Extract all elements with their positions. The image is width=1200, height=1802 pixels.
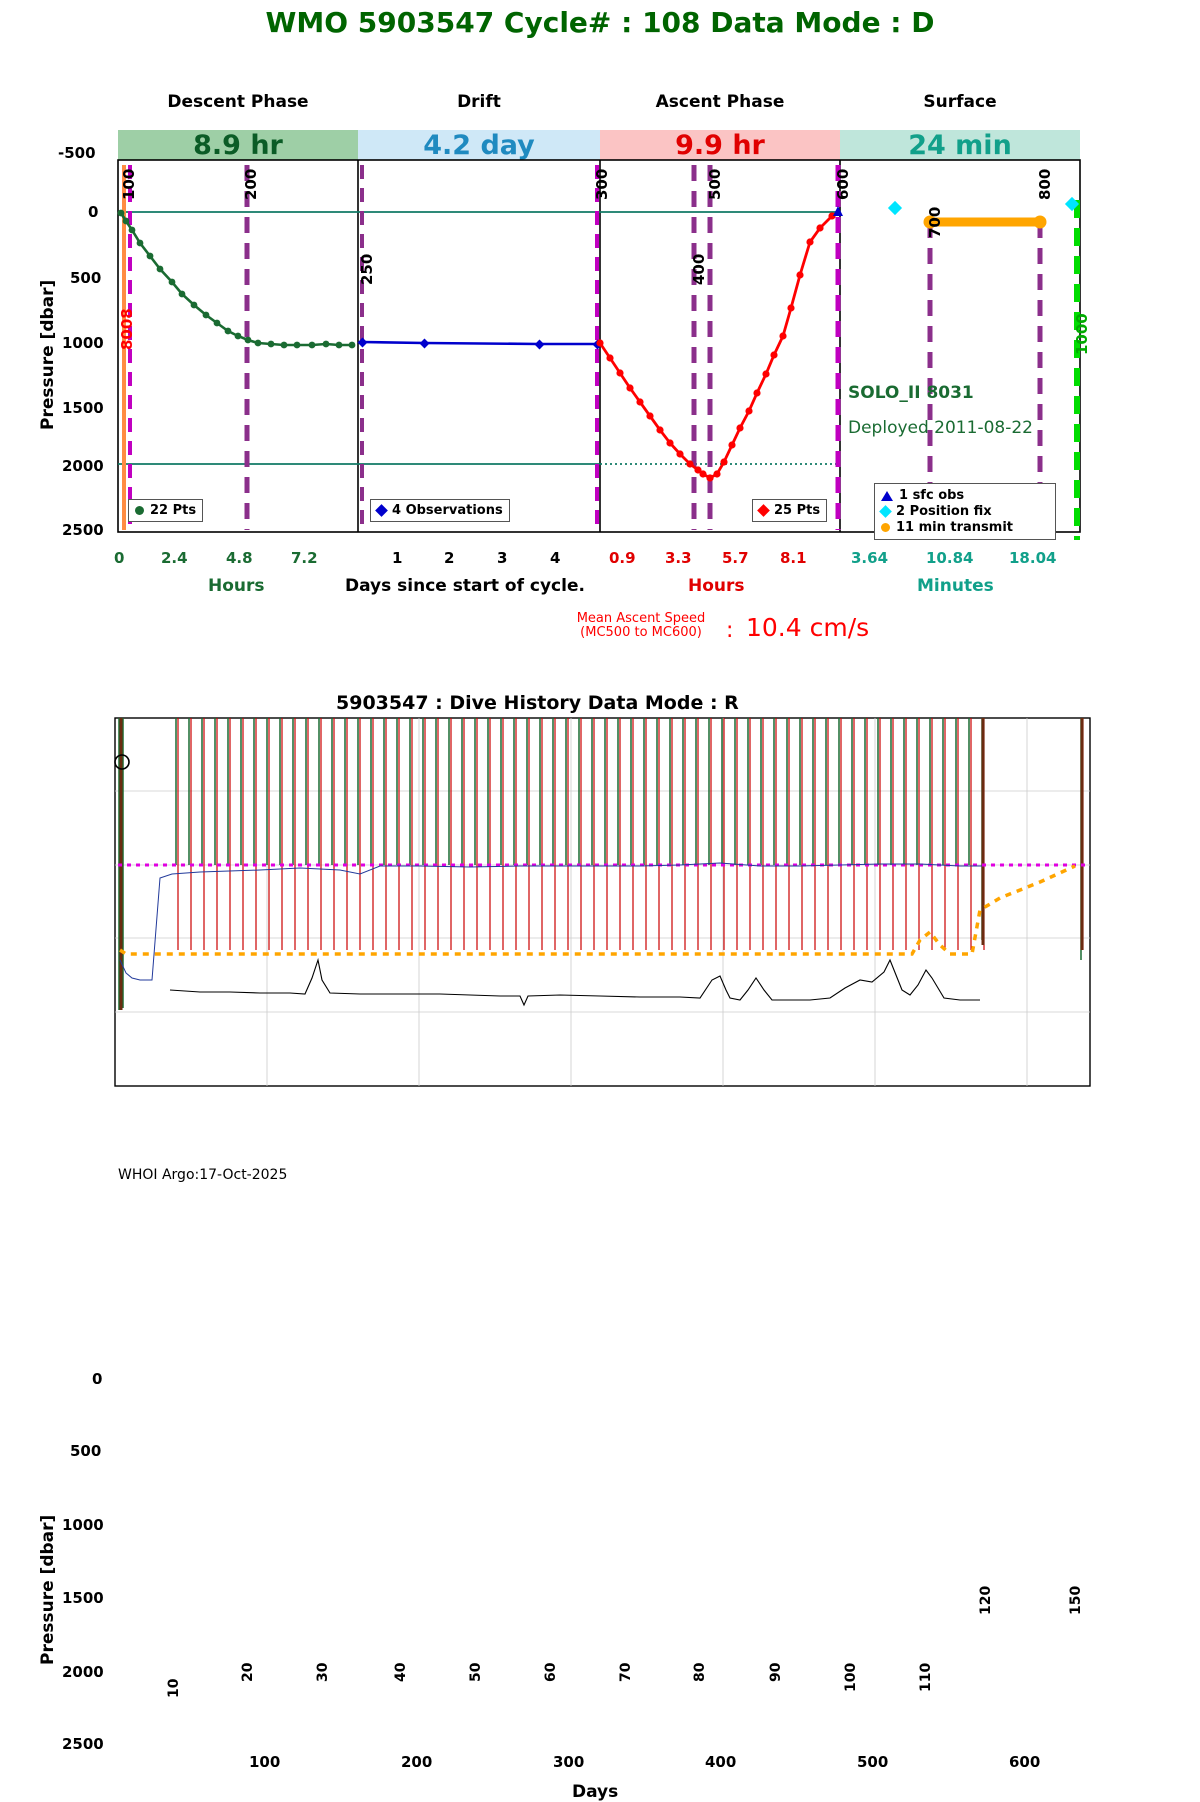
phase-duration-surface: 24 min — [840, 130, 1080, 160]
top-ytick-0: 0 — [88, 203, 99, 221]
xtick-descent-3: 7.2 — [291, 549, 318, 567]
legend-transmit-label: 11 min transmit — [896, 520, 1014, 535]
xtick-ascent-2: 5.7 — [722, 549, 749, 567]
mc-label-200: 200 — [242, 168, 260, 200]
cycle-label-40: 40 — [393, 1662, 409, 1682]
cycle-label-110: 110 — [918, 1662, 934, 1692]
position-fix-marker-icon — [879, 505, 892, 518]
bottom-ytick-1000: 1000 — [62, 1516, 104, 1534]
top-ytick-500: 500 — [70, 269, 102, 287]
mc-label-500: 500 — [706, 168, 724, 200]
xtick-ascent-1: 3.3 — [665, 549, 692, 567]
phase-duration-drift: 4.2 day — [358, 130, 600, 160]
legend-sfc-obs-row — [881, 488, 1049, 503]
xcaption-surface: Minutes — [917, 576, 994, 596]
mc-label-400: 400 — [690, 253, 708, 285]
dive-history-title: 5903547 : Dive History Data Mode : R — [336, 692, 739, 714]
mc-label-600: 600 — [834, 168, 852, 200]
xtick-drift-2: 3 — [497, 549, 508, 567]
mc-label-300: 300 — [593, 168, 611, 200]
mc-label-250: 250 — [358, 253, 376, 285]
bottom-ytick-2000: 2000 — [62, 1663, 104, 1681]
page-title: WMO 5903547 Cycle# : 108 Data Mode : D — [265, 6, 935, 39]
xcaption-descent: Hours — [208, 576, 265, 596]
legend-position-fix-row — [881, 504, 1049, 519]
mc-label-800: 800 — [1036, 168, 1054, 200]
phase-title-surface: Surface — [923, 92, 997, 112]
mean-ascent-speed-value: 10.4 cm/s — [746, 613, 870, 642]
float-id-annotation: SOLO_II 8031 — [848, 383, 974, 403]
phase-duration-ascent: 9.9 hr — [600, 130, 840, 160]
descent-marker-icon — [135, 506, 144, 515]
mean-ascent-speed-line1: Mean Ascent Speed — [576, 611, 706, 626]
xtick-surface-2: 18.04 — [1009, 549, 1057, 567]
mc-label-8008: 8008 — [118, 308, 136, 350]
legend-position-fix-label: 2 Position fix — [896, 504, 992, 519]
xtick-surface-0: 3.64 — [851, 549, 889, 567]
top-ytick-1500: 1500 — [62, 399, 104, 417]
bottom-xtick-100: 100 — [249, 1753, 281, 1771]
cycle-label-100: 100 — [843, 1662, 859, 1692]
top-ytick-m500: -500 — [58, 144, 96, 162]
legend-sfc-obs-label: 1 sfc obs — [899, 488, 965, 503]
bottom-x-axis-label: Days — [572, 1782, 619, 1802]
mc-label-700: 700 — [926, 206, 944, 238]
top-y-axis-label: Pressure [dbar] — [38, 279, 58, 430]
xtick-descent-2: 4.8 — [226, 549, 253, 567]
xcaption-ascent: Hours — [688, 576, 745, 596]
cycle-label-90: 90 — [768, 1662, 784, 1682]
mean-ascent-speed-colon: : — [726, 618, 734, 643]
legend-drift — [370, 499, 510, 522]
cycle-label-150: 150 — [1068, 1585, 1084, 1615]
cycle-label-120: 120 — [978, 1585, 994, 1615]
xtick-surface-1: 10.84 — [926, 549, 974, 567]
legend-surface — [874, 483, 1056, 540]
xcaption-drift: Days since start of cycle. — [345, 576, 585, 596]
drift-marker-icon — [375, 504, 388, 517]
phase-title-ascent: Ascent Phase — [655, 92, 785, 112]
top-ytick-2500: 2500 — [62, 521, 104, 539]
dive-history-chart — [0, 660, 1200, 1802]
bottom-xtick-400: 400 — [705, 1753, 737, 1771]
ascent-marker-icon — [757, 504, 770, 517]
deployment-annotation: Deployed 2011-08-22 — [848, 418, 1033, 438]
cycle-label-60: 60 — [543, 1662, 559, 1682]
xtick-ascent-0: 0.9 — [609, 549, 636, 567]
legend-drift-label: 4 Observations — [392, 503, 503, 518]
mean-ascent-speed-label — [556, 612, 726, 640]
cycle-label-80: 80 — [692, 1662, 708, 1682]
xtick-descent-1: 2.4 — [161, 549, 188, 567]
phase-duration-descent: 8.9 hr — [118, 130, 358, 160]
phase-title-drift: Drift — [457, 92, 501, 112]
cycle-label-10: 10 — [166, 1678, 182, 1698]
xtick-descent-0: 0 — [114, 549, 125, 567]
sfc-obs-marker-icon — [881, 491, 893, 501]
cycle-label-20: 20 — [240, 1662, 256, 1682]
transmit-marker-icon — [881, 523, 890, 532]
phase-title-descent: Descent Phase — [167, 92, 309, 112]
legend-ascent-label: 25 Pts — [774, 503, 821, 518]
legend-ascent — [752, 499, 827, 522]
bottom-xtick-600: 600 — [1009, 1753, 1041, 1771]
footer-credit: WHOI Argo:17-Oct-2025 — [118, 1167, 288, 1183]
cycle-label-70: 70 — [618, 1662, 634, 1682]
xtick-drift-1: 2 — [444, 549, 455, 567]
legend-descent — [128, 499, 203, 522]
legend-descent-label: 22 Pts — [150, 503, 197, 518]
bottom-ytick-0: 0 — [92, 1370, 103, 1388]
cycle-detail-chart — [0, 0, 1200, 660]
bottom-xtick-500: 500 — [857, 1753, 889, 1771]
mc-label-1000: 1000 — [1073, 313, 1091, 355]
xtick-drift-3: 4 — [550, 549, 561, 567]
xtick-drift-0: 1 — [392, 549, 403, 567]
cycle-label-30: 30 — [315, 1662, 331, 1682]
mc-label-100: 100 — [120, 168, 138, 200]
xtick-ascent-3: 8.1 — [780, 549, 807, 567]
bottom-ytick-1500: 1500 — [62, 1589, 104, 1607]
legend-transmit-row — [881, 520, 1049, 535]
top-ytick-1000: 1000 — [62, 334, 104, 352]
bottom-y-axis-label: Pressure [dbar] — [38, 1514, 58, 1665]
mean-ascent-speed-line2: (MC500 to MC600) — [580, 625, 702, 640]
cycle-label-50: 50 — [468, 1662, 484, 1682]
bottom-ytick-500: 500 — [70, 1442, 102, 1460]
dive-history-canvas — [0, 660, 1200, 1200]
bottom-xtick-300: 300 — [553, 1753, 585, 1771]
bottom-xtick-200: 200 — [401, 1753, 433, 1771]
top-ytick-2000: 2000 — [62, 457, 104, 475]
bottom-ytick-2500: 2500 — [62, 1735, 104, 1753]
